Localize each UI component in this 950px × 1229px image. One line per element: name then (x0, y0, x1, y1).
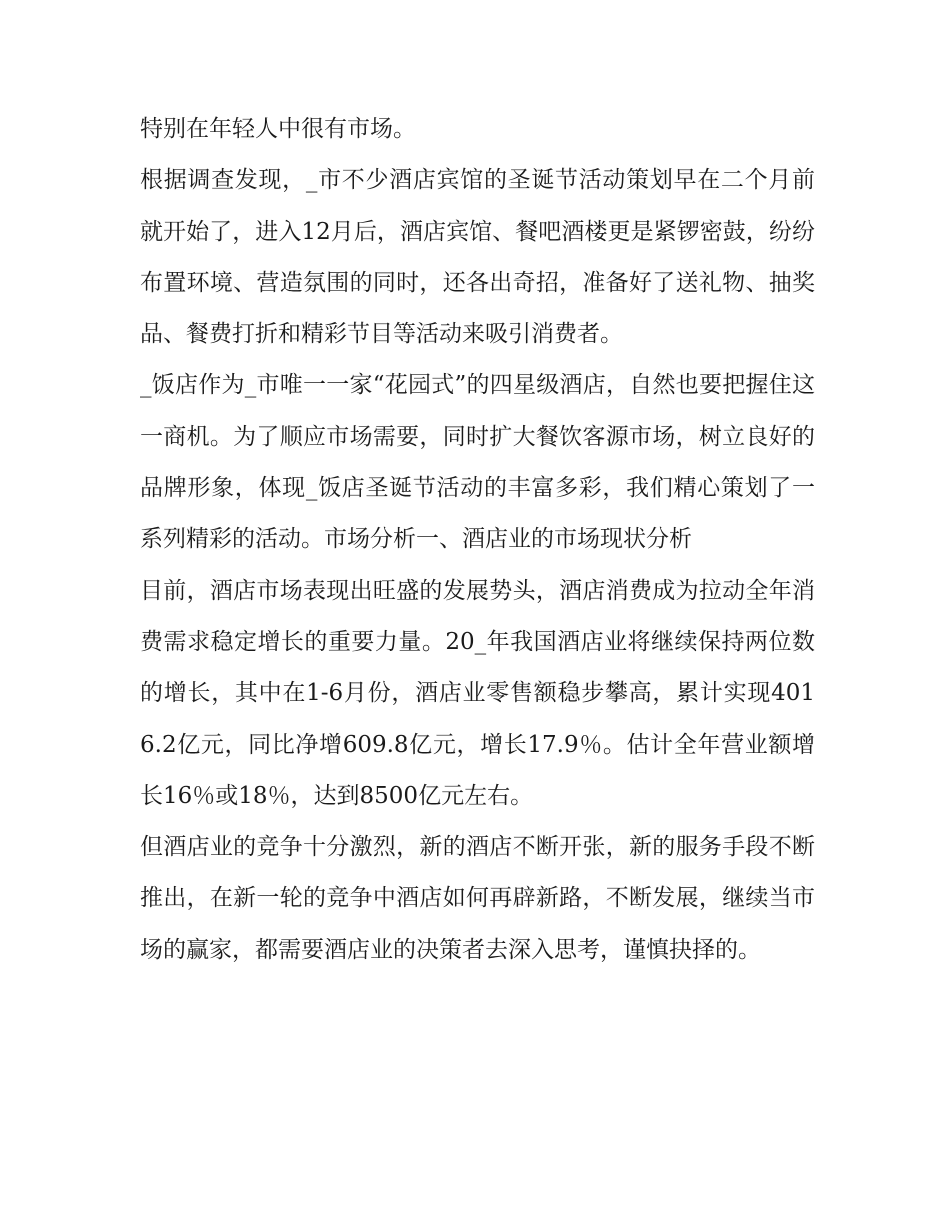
paragraph-4: 目前，酒店市场表现出旺盛的发展势头，酒店消费成为拉动全年消费需求稳定增长的重要力量。20_年我国酒店业将继续保持两位数的增长，其中在1-6月份，酒店业零售额稳步攀高，累计实现4016.2亿元，同比净增609.8亿元，增长17.9％。估计全年营业额增长16％或18％，达到8500亿元左右。 (140, 577, 815, 809)
paragraph-1: 特别在年轻人中很有市场。 (140, 116, 416, 142)
document-body (140, 104, 815, 976)
paragraph-2: 根据调查发现，_市不少酒店宾馆的圣诞节活动策划早在二个月前就开始了，进入12月后，酒店宾馆、餐吧酒楼更是紧锣密鼓，纷纷布置环境、营造氛围的同时，还各出奇招，准备好了送礼物、抽奖品、餐费打折和精彩节目等活动来吸引消费者。 (140, 167, 815, 348)
paragraph-3: _饭店作为_市唯一一家“花园式”的四星级酒店，自然也要把握住这一商机。为了顺应市场需要，同时扩大餐饮客源市场，树立良好的品牌形象，体现_饭店圣诞节活动的丰富多彩，我们精心策划了一系列精彩的活动。市场分析一、酒店业的市场现状分析 (140, 372, 815, 553)
paragraph-5: 但酒店业的竞争十分激烈，新的酒店不断开张，新的服务手段不断推出，在新一轮的竞争中酒店如何再辟新路，不断发展，继续当市场的赢家，都需要酒店业的决策者去深入思考，谨慎抉择的。 (140, 834, 815, 963)
